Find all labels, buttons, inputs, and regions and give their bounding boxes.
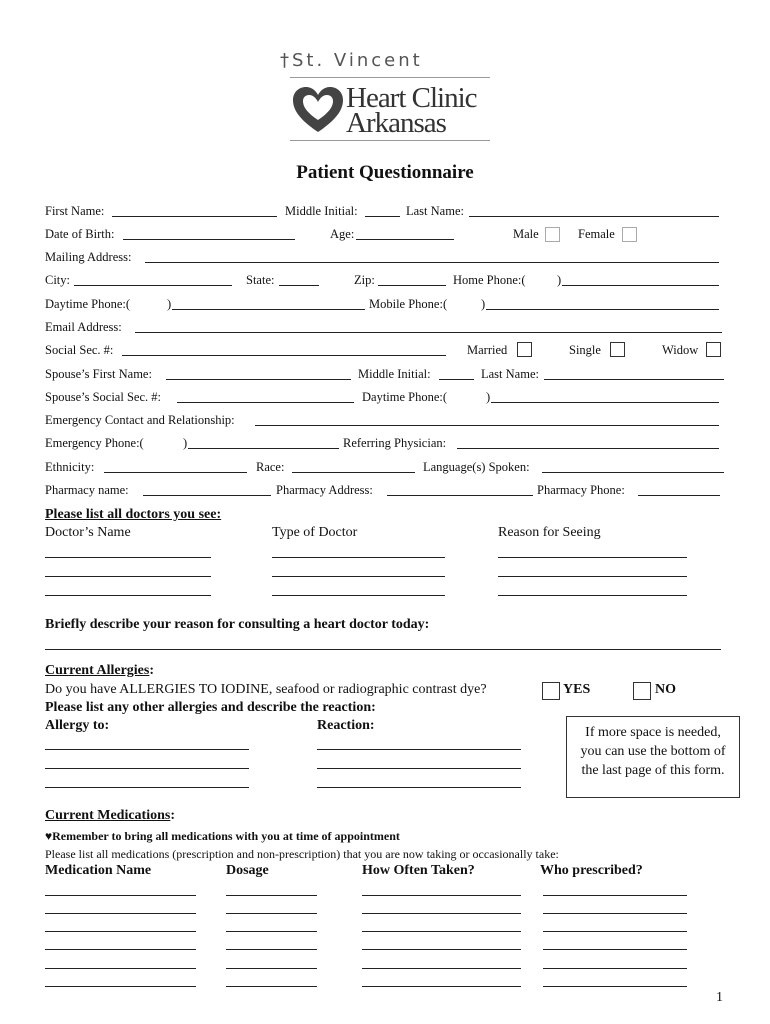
last-name-field[interactable] bbox=[469, 216, 719, 217]
reaction-header: Reaction: bbox=[317, 718, 375, 733]
iodine-no-label: NO bbox=[655, 682, 676, 697]
med-prescriber-field[interactable] bbox=[543, 895, 687, 896]
single-label: Single bbox=[569, 343, 601, 357]
med-frequency-field[interactable] bbox=[362, 968, 521, 969]
iodine-yes-label: YES bbox=[563, 682, 591, 697]
note-line-1: If more space is needed, bbox=[585, 725, 721, 740]
logo-line1: Heart Clinic bbox=[346, 82, 477, 114]
spouse-daytime-label: Daytime Phone:( bbox=[362, 390, 448, 404]
mobile-phone-paren: ) bbox=[481, 297, 486, 311]
daytime-phone-paren: ) bbox=[167, 297, 172, 311]
reaction-field[interactable] bbox=[317, 768, 521, 769]
med-dosage-field[interactable] bbox=[226, 913, 317, 914]
zip-field[interactable] bbox=[378, 285, 446, 286]
allergy-field[interactable] bbox=[45, 787, 249, 788]
med-col-dosage: Dosage bbox=[226, 863, 269, 878]
pharmacy-name-field[interactable] bbox=[143, 495, 271, 496]
med-prescriber-field[interactable] bbox=[543, 949, 687, 950]
mailing-field[interactable] bbox=[145, 262, 719, 263]
race-field[interactable] bbox=[292, 472, 415, 473]
doctor-name-field[interactable] bbox=[45, 557, 211, 558]
allergy-field[interactable] bbox=[45, 768, 249, 769]
emergency-phone-label: Emergency Phone:( bbox=[45, 436, 144, 450]
middle-initial-field[interactable] bbox=[365, 216, 400, 217]
iodine-yes-checkbox[interactable] bbox=[542, 682, 560, 700]
age-label: Age: bbox=[330, 227, 355, 241]
mobile-phone-label: Mobile Phone:( bbox=[369, 297, 448, 311]
home-phone-field[interactable] bbox=[562, 285, 719, 286]
medications-heading bbox=[45, 808, 175, 824]
spouse-middle-label: Middle Initial: bbox=[358, 367, 431, 381]
female-checkbox[interactable] bbox=[622, 227, 637, 242]
age-field[interactable] bbox=[356, 239, 454, 240]
last-name-label: Last Name: bbox=[406, 204, 464, 218]
med-dosage-field[interactable] bbox=[226, 986, 317, 987]
med-frequency-field[interactable] bbox=[362, 895, 521, 896]
med-frequency-field[interactable] bbox=[362, 931, 521, 932]
city-label: City: bbox=[45, 273, 71, 287]
mailing-label: Mailing Address: bbox=[45, 250, 132, 264]
doctor-reason-field[interactable] bbox=[498, 576, 687, 577]
medications-heading-colon: : bbox=[170, 808, 176, 823]
med-col-name: Medication Name bbox=[45, 863, 152, 878]
med-frequency-field[interactable] bbox=[362, 913, 521, 914]
pharmacy-name-label: Pharmacy name: bbox=[45, 483, 129, 497]
med-dosage-field[interactable] bbox=[226, 968, 317, 969]
spouse-last-field[interactable] bbox=[544, 379, 724, 380]
spouse-ssn-field[interactable] bbox=[177, 402, 354, 403]
doctors-heading: Please list all doctors you see: bbox=[45, 507, 222, 522]
ssn-label: Social Sec. #: bbox=[45, 343, 114, 357]
email-field[interactable] bbox=[135, 332, 722, 333]
ssn-field[interactable] bbox=[122, 355, 446, 356]
doctors-col-reason: Reason for Seeing bbox=[498, 525, 601, 540]
other-allergies-label: Please list any other allergies and describe the reaction: bbox=[45, 700, 376, 715]
med-col-frequency: How Often Taken? bbox=[362, 863, 475, 878]
language-label: Language(s) Spoken: bbox=[423, 460, 530, 474]
med-name-field[interactable] bbox=[45, 913, 196, 914]
note-line-3: the last page of this form. bbox=[581, 763, 725, 778]
med-prescriber-field[interactable] bbox=[543, 968, 687, 969]
reason-field[interactable] bbox=[45, 649, 721, 650]
referring-field[interactable] bbox=[457, 448, 719, 449]
allergy-to-header: Allergy to: bbox=[45, 718, 110, 733]
logo-top-text: †St. Vincent bbox=[280, 50, 423, 71]
spouse-middle-field[interactable] bbox=[439, 379, 474, 380]
med-name-field[interactable] bbox=[45, 949, 196, 950]
spouse-daytime-field[interactable] bbox=[491, 402, 719, 403]
pharmacy-phone-field[interactable] bbox=[638, 495, 720, 496]
note-line-2: you can use the bottom of bbox=[580, 744, 726, 759]
medications-instruction: Please list all medications (prescription and non-prescription) that you are now taking or occasionally take: bbox=[45, 847, 559, 861]
allergies-heading-colon: : bbox=[149, 663, 155, 678]
language-field[interactable] bbox=[542, 472, 724, 473]
state-label: State: bbox=[246, 273, 275, 287]
doctor-name-field[interactable] bbox=[45, 595, 211, 596]
med-prescriber-field[interactable] bbox=[543, 913, 687, 914]
med-prescriber-field[interactable] bbox=[543, 931, 687, 932]
race-label: Race: bbox=[256, 460, 285, 474]
med-prescriber-field[interactable] bbox=[543, 986, 687, 987]
allergies-heading bbox=[45, 663, 154, 679]
middle-initial-label: Middle Initial: bbox=[285, 204, 358, 218]
reaction-field[interactable] bbox=[317, 787, 521, 788]
logo-rule-bottom bbox=[290, 140, 490, 141]
pharmacy-phone-label: Pharmacy Phone: bbox=[537, 483, 625, 497]
iodine-no-checkbox[interactable] bbox=[633, 682, 651, 700]
medications-heading-text: Current Medications bbox=[45, 808, 171, 823]
allergies-heading-text: Current Allergies bbox=[45, 663, 150, 678]
single-checkbox[interactable] bbox=[610, 342, 625, 357]
widow-checkbox[interactable] bbox=[706, 342, 721, 357]
spouse-last-label: Last Name: bbox=[481, 367, 539, 381]
reason-heading: Briefly describe your reason for consulting a heart doctor today: bbox=[45, 617, 430, 632]
med-name-field[interactable] bbox=[45, 931, 196, 932]
doctors-col-type: Type of Doctor bbox=[272, 525, 358, 540]
med-frequency-field[interactable] bbox=[362, 949, 521, 950]
heart-logo-icon bbox=[291, 86, 345, 136]
state-field[interactable] bbox=[279, 285, 319, 286]
page-number: 1 bbox=[716, 990, 723, 1005]
spouse-daytime-paren: ) bbox=[486, 390, 491, 404]
med-name-field[interactable] bbox=[45, 895, 196, 896]
med-name-field[interactable] bbox=[45, 968, 196, 969]
page-title: Patient Questionnaire bbox=[296, 162, 474, 183]
emergency-phone-field[interactable] bbox=[188, 448, 339, 449]
doctor-reason-field[interactable] bbox=[498, 595, 687, 596]
doctor-type-field[interactable] bbox=[272, 576, 445, 577]
pharmacy-address-label: Pharmacy Address: bbox=[276, 483, 373, 497]
doctor-type-field[interactable] bbox=[272, 595, 445, 596]
logo-line2: Arkansas bbox=[346, 107, 446, 139]
dob-field[interactable] bbox=[123, 239, 295, 240]
med-dosage-field[interactable] bbox=[226, 895, 317, 896]
emergency-contact-label: Emergency Contact and Relationship: bbox=[45, 413, 235, 427]
spouse-first-label: Spouse’s First Name: bbox=[45, 367, 152, 381]
ethnicity-field[interactable] bbox=[104, 472, 247, 473]
ethnicity-label: Ethnicity: bbox=[45, 460, 95, 474]
female-label: Female bbox=[578, 227, 615, 241]
married-checkbox[interactable] bbox=[517, 342, 532, 357]
med-col-prescriber: Who prescribed? bbox=[540, 863, 643, 878]
reaction-field[interactable] bbox=[317, 749, 521, 750]
daytime-phone-label: Daytime Phone:( bbox=[45, 297, 131, 311]
email-label: Email Address: bbox=[45, 320, 122, 334]
male-checkbox[interactable] bbox=[545, 227, 560, 242]
first-name-field[interactable] bbox=[112, 216, 277, 217]
widow-label: Widow bbox=[662, 343, 699, 357]
med-dosage-field[interactable] bbox=[226, 949, 317, 950]
spouse-first-field[interactable] bbox=[166, 379, 351, 380]
spouse-ssn-label: Spouse’s Social Sec. #: bbox=[45, 390, 161, 404]
male-label: Male bbox=[513, 227, 539, 241]
mobile-phone-field[interactable] bbox=[486, 309, 719, 310]
city-field[interactable] bbox=[74, 285, 232, 286]
zip-label: Zip: bbox=[354, 273, 375, 287]
allergy-field[interactable] bbox=[45, 749, 249, 750]
emergency-phone-paren: ) bbox=[183, 436, 188, 450]
first-name-label: First Name: bbox=[45, 204, 105, 218]
extra-space-note bbox=[566, 716, 740, 798]
logo-rule-top bbox=[290, 77, 490, 78]
iodine-question: Do you have ALLERGIES TO IODINE, seafood or radiographic contrast dye? bbox=[45, 682, 487, 697]
medications-reminder: ♥Remember to bring all medications with you at time of appointment bbox=[45, 829, 400, 843]
med-frequency-field[interactable] bbox=[362, 986, 521, 987]
home-phone-label: Home Phone:( bbox=[453, 273, 526, 287]
home-phone-paren: ) bbox=[557, 273, 562, 287]
daytime-phone-field[interactable] bbox=[172, 309, 365, 310]
married-label: Married bbox=[467, 343, 508, 357]
doctor-name-field[interactable] bbox=[45, 576, 211, 577]
pharmacy-address-field[interactable] bbox=[387, 495, 533, 496]
emergency-contact-field[interactable] bbox=[255, 425, 719, 426]
med-dosage-field[interactable] bbox=[226, 931, 317, 932]
dob-label: Date of Birth: bbox=[45, 227, 115, 241]
doctors-col-name: Doctor’s Name bbox=[45, 525, 131, 540]
doctor-type-field[interactable] bbox=[272, 557, 445, 558]
med-name-field[interactable] bbox=[45, 986, 196, 987]
doctor-reason-field[interactable] bbox=[498, 557, 687, 558]
referring-label: Referring Physician: bbox=[343, 436, 447, 450]
